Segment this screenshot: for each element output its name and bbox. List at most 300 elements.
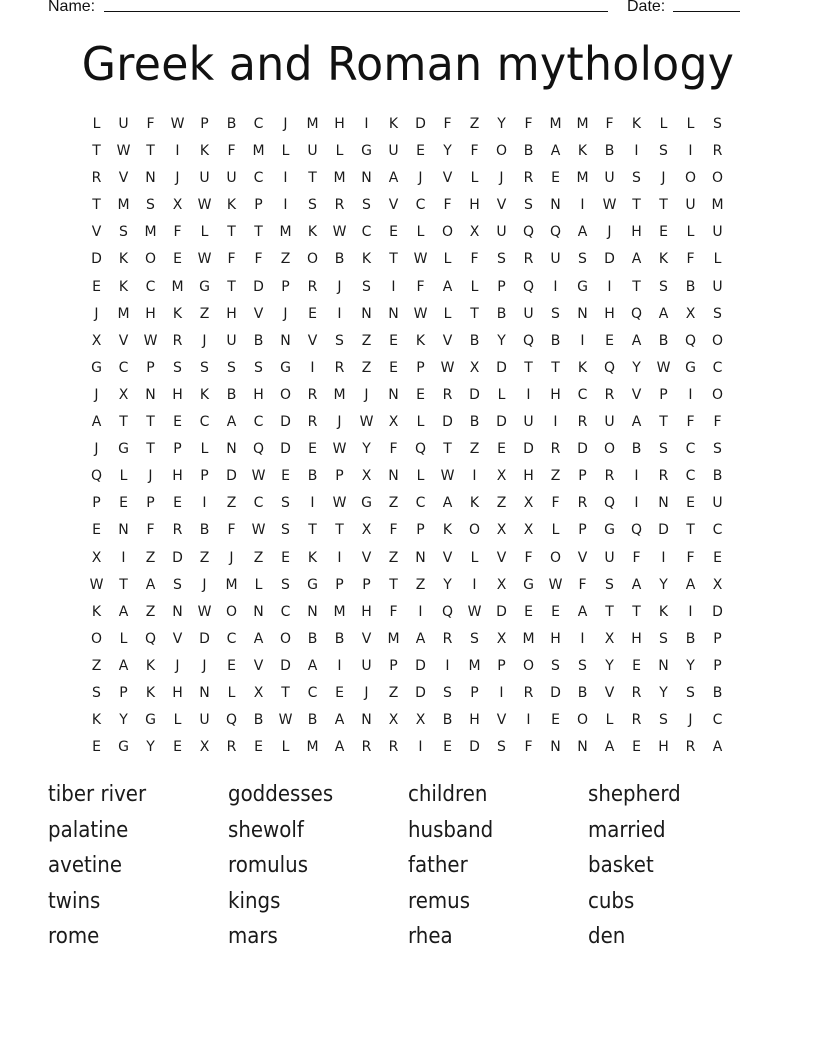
grid-letter[interactable]: D [712,603,723,620]
grid-letter[interactable]: R [334,197,345,214]
grid-letter[interactable]: W [413,305,428,322]
grid-letter[interactable]: X [388,414,399,431]
grid-letter[interactable]: W [332,441,347,458]
grid-letter[interactable]: X [469,359,480,376]
grid-letter[interactable]: A [550,143,561,160]
grid-letter[interactable]: W [440,359,455,376]
grid-letter[interactable]: O [225,603,238,620]
grid-letter[interactable]: W [413,251,428,268]
grid-letter[interactable]: I [337,657,342,674]
grid-letter[interactable]: A [631,332,642,349]
grid-letter[interactable]: K [577,359,588,376]
grid-letter[interactable]: U [307,143,318,160]
grid-letter[interactable]: Y [659,576,668,593]
grid-letter[interactable]: I [283,170,288,187]
grid-letter[interactable]: I [202,495,207,512]
grid-letter[interactable]: A [685,576,696,593]
grid-letter[interactable]: G [145,712,156,729]
grid-letter[interactable]: T [119,414,128,431]
grid-letter[interactable]: V [604,684,615,701]
grid-letter[interactable]: H [172,468,183,485]
grid-letter[interactable]: T [281,684,290,701]
grid-letter[interactable]: S [632,170,641,187]
grid-letter[interactable]: T [551,359,560,376]
grid-letter[interactable]: P [659,386,668,403]
grid-letter[interactable]: D [91,251,102,268]
grid-letter[interactable]: E [524,603,533,620]
grid-letter[interactable]: I [688,603,693,620]
grid-letter[interactable]: S [281,495,290,512]
grid-letter[interactable]: K [307,224,318,241]
grid-letter[interactable]: C [577,386,588,403]
grid-letter[interactable]: I [337,549,342,566]
grid-letter[interactable]: U [712,495,723,512]
grid-letter[interactable]: C [307,684,318,701]
grid-letter[interactable]: P [362,576,371,593]
grid-letter[interactable]: B [631,441,642,458]
grid-letter[interactable]: P [281,278,290,295]
grid-letter[interactable]: W [170,116,185,132]
grid-letter[interactable]: E [173,414,182,431]
grid-letter[interactable]: X [91,549,102,566]
grid-letter[interactable]: L [470,549,479,566]
grid-letter[interactable]: D [172,549,183,566]
grid-letter[interactable]: F [146,116,155,132]
grid-letter[interactable]: B [469,332,480,349]
grid-letter[interactable]: S [146,197,155,214]
grid-letter[interactable]: D [280,414,291,431]
grid-letter[interactable]: S [713,441,722,458]
grid-letter[interactable]: C [226,630,237,647]
grid-letter[interactable]: R [631,684,642,701]
grid-letter[interactable]: T [308,170,317,187]
grid-letter[interactable]: D [496,414,507,431]
grid-letter[interactable]: F [686,549,695,566]
grid-letter[interactable]: L [200,224,209,241]
grid-letter[interactable]: S [659,143,668,160]
grid-letter[interactable]: K [415,332,426,349]
grid-letter[interactable]: E [173,495,182,512]
grid-letter[interactable]: E [551,603,560,620]
grid-letter[interactable]: X [496,576,507,593]
grid-letter[interactable]: D [523,441,534,458]
grid-letter[interactable]: T [146,414,155,431]
grid-letter[interactable]: F [470,251,479,268]
grid-letter[interactable]: M [279,224,292,241]
grid-letter[interactable]: I [580,630,585,647]
grid-letter[interactable]: A [226,414,237,431]
grid-letter[interactable]: R [172,522,183,539]
grid-letter[interactable]: I [688,143,693,160]
grid-letter[interactable]: C [145,278,156,295]
grid-letter[interactable]: X [361,522,372,539]
grid-letter[interactable]: L [416,414,425,431]
grid-letter[interactable]: S [497,251,506,268]
grid-letter[interactable]: U [550,251,561,268]
grid-letter[interactable]: Q [603,359,616,376]
grid-letter[interactable]: W [197,197,212,214]
grid-letter[interactable]: T [632,278,641,295]
grid-letter[interactable]: D [280,441,291,458]
grid-letter[interactable]: I [310,359,315,376]
grid-letter[interactable]: E [416,386,425,403]
grid-letter[interactable]: F [443,116,452,132]
grid-letter[interactable]: N [361,170,372,187]
grid-letter[interactable]: R [226,739,237,756]
grid-letter[interactable]: S [605,576,614,593]
grid-letter[interactable]: F [605,116,614,132]
grid-letter[interactable]: W [251,468,266,485]
grid-letter[interactable]: F [227,522,236,539]
grid-letter[interactable]: P [119,684,128,701]
grid-letter[interactable]: D [496,359,507,376]
grid-letter[interactable]: R [631,712,642,729]
grid-letter[interactable]: M [117,197,130,214]
grid-letter[interactable]: K [631,116,642,132]
grid-letter[interactable]: S [443,684,452,701]
grid-letter[interactable]: A [334,739,345,756]
grid-letter[interactable]: B [334,630,345,647]
grid-letter[interactable]: F [146,522,155,539]
grid-letter[interactable]: A [577,603,588,620]
grid-letter[interactable]: N [577,739,588,756]
grid-letter[interactable]: I [499,684,504,701]
grid-letter[interactable]: O [549,549,562,566]
grid-letter[interactable]: V [442,332,453,349]
grid-letter[interactable]: X [91,332,102,349]
grid-letter[interactable]: N [307,603,318,620]
grid-letter[interactable]: Q [684,332,697,349]
grid-letter[interactable]: H [145,305,156,322]
grid-letter[interactable]: I [553,278,558,295]
grid-letter[interactable]: L [254,576,263,593]
grid-letter[interactable]: H [469,712,480,729]
grid-letter[interactable]: E [281,549,290,566]
grid-letter[interactable]: A [442,278,453,295]
grid-letter[interactable]: L [416,224,425,241]
grid-letter[interactable]: S [551,657,560,674]
grid-letter[interactable]: S [173,359,182,376]
grid-letter[interactable]: O [711,386,724,403]
grid-letter[interactable]: W [197,251,212,268]
grid-letter[interactable]: I [283,197,288,214]
grid-letter[interactable]: T [389,251,398,268]
grid-letter[interactable]: N [658,495,669,512]
grid-letter[interactable]: R [523,684,534,701]
grid-letter[interactable]: U [604,549,615,566]
grid-letter[interactable]: L [119,630,128,647]
grid-letter[interactable]: Y [146,739,155,756]
grid-letter[interactable]: P [389,657,398,674]
grid-letter[interactable]: L [92,116,101,132]
grid-letter[interactable]: A [91,414,102,431]
grid-letter[interactable]: N [361,305,372,322]
grid-letter[interactable]: I [445,657,450,674]
grid-letter[interactable]: B [685,630,696,647]
grid-letter[interactable]: E [443,739,452,756]
grid-letter[interactable]: W [440,468,455,485]
grid-letter[interactable]: F [632,549,641,566]
grid-letter[interactable]: Z [199,305,210,322]
grid-letter[interactable]: B [307,712,318,729]
grid-letter[interactable]: Z [145,603,156,620]
grid-letter[interactable]: X [253,684,264,701]
grid-letter[interactable]: X [496,468,507,485]
grid-letter[interactable]: F [173,224,182,241]
grid-letter[interactable]: F [416,278,425,295]
grid-letter[interactable]: E [389,224,398,241]
grid-letter[interactable]: V [118,170,129,187]
grid-letter[interactable]: R [388,739,399,756]
grid-letter[interactable]: X [199,739,210,756]
grid-letter[interactable]: L [443,305,452,322]
grid-letter[interactable]: W [251,522,266,539]
grid-letter[interactable]: M [333,170,346,187]
grid-letter[interactable]: J [175,170,180,187]
grid-letter[interactable]: S [578,251,587,268]
grid-letter[interactable]: T [119,576,128,593]
grid-letter[interactable]: P [713,657,722,674]
grid-letter[interactable]: M [522,630,535,647]
grid-letter[interactable]: C [415,197,426,214]
grid-letter[interactable]: Q [522,332,535,349]
grid-letter[interactable]: B [226,116,237,132]
grid-letter[interactable]: O [495,143,508,160]
grid-letter[interactable]: H [361,603,372,620]
grid-letter[interactable]: W [197,603,212,620]
grid-letter[interactable]: R [577,414,588,431]
grid-letter[interactable]: R [658,468,669,485]
grid-letter[interactable]: W [548,576,563,593]
grid-letter[interactable]: Z [388,684,399,701]
grid-letter[interactable]: V [307,332,318,349]
grid-letter[interactable]: O [576,712,589,729]
grid-letter[interactable]: F [227,143,236,160]
grid-letter[interactable]: S [308,197,317,214]
grid-letter[interactable]: F [686,414,695,431]
grid-letter[interactable]: Y [632,359,641,376]
grid-letter[interactable]: A [631,576,642,593]
grid-letter[interactable]: E [389,332,398,349]
grid-letter[interactable]: E [389,359,398,376]
grid-letter[interactable]: S [281,522,290,539]
grid-letter[interactable]: S [281,576,290,593]
grid-letter[interactable]: B [577,684,588,701]
grid-letter[interactable]: H [172,386,183,403]
grid-letter[interactable]: N [118,522,129,539]
grid-letter[interactable]: S [659,278,668,295]
grid-letter[interactable]: N [253,603,264,620]
grid-letter[interactable]: H [550,386,561,403]
grid-letter[interactable]: T [389,576,398,593]
grid-letter[interactable]: K [577,143,588,160]
grid-letter[interactable]: N [658,657,669,674]
grid-letter[interactable]: P [146,359,155,376]
grid-letter[interactable]: H [226,305,237,322]
grid-letter[interactable]: M [387,630,400,647]
grid-letter[interactable]: I [121,549,126,566]
grid-letter[interactable]: H [253,386,264,403]
grid-letter[interactable]: W [116,143,131,160]
grid-letter[interactable]: G [361,143,372,160]
grid-letter[interactable]: R [307,414,318,431]
grid-letter[interactable]: W [89,576,104,593]
grid-letter[interactable]: R [604,468,615,485]
grid-letter[interactable]: S [92,684,101,701]
grid-letter[interactable]: N [388,468,399,485]
grid-letter[interactable]: B [523,143,534,160]
grid-letter[interactable]: L [470,170,479,187]
grid-letter[interactable]: I [580,197,585,214]
grid-letter[interactable]: R [523,251,534,268]
grid-letter[interactable]: Q [522,224,535,241]
grid-letter[interactable]: Y [443,143,452,160]
grid-letter[interactable]: H [469,197,480,214]
grid-letter[interactable]: F [686,251,695,268]
grid-letter[interactable]: Q [252,441,265,458]
grid-letter[interactable]: H [550,630,561,647]
grid-letter[interactable]: V [253,657,264,674]
grid-letter[interactable]: T [227,224,236,241]
grid-letter[interactable]: X [388,712,399,729]
grid-letter[interactable]: R [442,630,453,647]
grid-letter[interactable]: U [199,712,210,729]
grid-letter[interactable]: N [577,305,588,322]
grid-letter[interactable]: F [524,739,533,756]
grid-letter[interactable]: P [200,468,209,485]
grid-letter[interactable]: L [443,251,452,268]
grid-letter[interactable]: M [144,224,157,241]
grid-letter[interactable]: D [469,739,480,756]
grid-letter[interactable]: R [550,441,561,458]
grid-letter[interactable]: C [685,468,696,485]
grid-letter[interactable]: M [117,305,130,322]
grid-letter[interactable]: B [199,522,210,539]
grid-letter[interactable]: F [254,251,263,268]
grid-letter[interactable]: X [496,522,507,539]
grid-letter[interactable]: B [712,684,723,701]
grid-letter[interactable]: U [226,170,237,187]
grid-letter[interactable]: N [199,684,210,701]
grid-letter[interactable]: I [472,576,477,593]
grid-letter[interactable]: K [442,522,453,539]
grid-letter[interactable]: I [472,468,477,485]
grid-letter[interactable]: T [632,197,641,214]
grid-letter[interactable]: E [254,739,263,756]
grid-letter[interactable]: J [94,305,99,322]
grid-letter[interactable]: K [91,712,102,729]
grid-letter[interactable]: A [631,251,642,268]
grid-letter[interactable]: D [496,603,507,620]
grid-letter[interactable]: P [416,359,425,376]
grid-letter[interactable]: R [523,170,534,187]
grid-letter[interactable]: G [685,359,696,376]
grid-letter[interactable]: N [226,441,237,458]
grid-letter[interactable]: O [306,251,319,268]
grid-letter[interactable]: M [711,197,724,214]
grid-letter[interactable]: Z [361,332,372,349]
grid-letter[interactable]: A [577,224,588,241]
grid-letter[interactable]: W [656,359,671,376]
grid-letter[interactable]: P [146,495,155,512]
grid-letter[interactable]: P [713,630,722,647]
grid-letter[interactable]: V [118,332,129,349]
grid-letter[interactable]: G [199,278,210,295]
grid-letter[interactable]: Z [496,495,507,512]
grid-letter[interactable]: M [549,116,562,132]
grid-letter[interactable]: B [658,332,669,349]
grid-letter[interactable]: C [253,116,264,132]
grid-letter[interactable]: A [631,414,642,431]
grid-letter[interactable]: I [364,116,369,132]
grid-letter[interactable]: V [388,197,399,214]
grid-letter[interactable]: A [415,630,426,647]
grid-letter[interactable]: F [389,603,398,620]
grid-letter[interactable]: F [524,549,533,566]
grid-letter[interactable]: D [577,441,588,458]
grid-letter[interactable]: R [334,359,345,376]
grid-letter[interactable]: C [712,712,723,729]
grid-letter[interactable]: S [524,197,533,214]
grid-letter[interactable]: D [469,386,480,403]
grid-letter[interactable]: I [526,386,531,403]
grid-letter[interactable]: V [442,549,453,566]
grid-letter[interactable]: O [90,630,103,647]
grid-letter[interactable]: N [415,549,426,566]
grid-letter[interactable]: C [712,359,723,376]
grid-letter[interactable]: V [361,630,372,647]
grid-letter[interactable]: F [524,116,533,132]
grid-letter[interactable]: G [361,495,372,512]
grid-letter[interactable]: V [91,224,102,241]
grid-letter[interactable]: N [388,305,399,322]
grid-letter[interactable]: Q [90,468,103,485]
grid-letter[interactable]: B [307,630,318,647]
grid-letter[interactable]: U [523,305,534,322]
grid-letter[interactable]: U [712,224,723,241]
grid-letter[interactable]: G [280,359,291,376]
grid-letter[interactable]: O [279,386,292,403]
grid-letter[interactable]: I [418,739,423,756]
grid-letter[interactable]: T [92,197,101,214]
grid-letter[interactable]: O [522,657,535,674]
grid-letter[interactable]: A [253,630,264,647]
grid-letter[interactable]: L [686,116,695,132]
grid-letter[interactable]: I [310,495,315,512]
grid-letter[interactable]: I [580,332,585,349]
grid-letter[interactable]: P [578,522,587,539]
grid-letter[interactable]: T [605,603,614,620]
grid-letter[interactable]: Z [199,549,210,566]
grid-letter[interactable]: K [226,197,237,214]
grid-letter[interactable]: N [361,712,372,729]
grid-letter[interactable]: N [145,386,156,403]
grid-letter[interactable]: K [118,278,129,295]
grid-letter[interactable]: S [119,224,128,241]
grid-letter[interactable]: G [307,576,318,593]
grid-letter[interactable]: B [226,386,237,403]
grid-letter[interactable]: J [418,170,423,187]
grid-letter[interactable]: A [388,170,399,187]
grid-letter[interactable]: B [496,305,507,322]
grid-letter[interactable]: A [334,712,345,729]
grid-letter[interactable]: W [359,414,374,431]
grid-letter[interactable]: K [118,251,129,268]
grid-letter[interactable]: E [92,278,101,295]
grid-letter[interactable]: A [658,305,669,322]
grid-letter[interactable]: G [118,739,129,756]
grid-letter[interactable]: K [199,143,210,160]
